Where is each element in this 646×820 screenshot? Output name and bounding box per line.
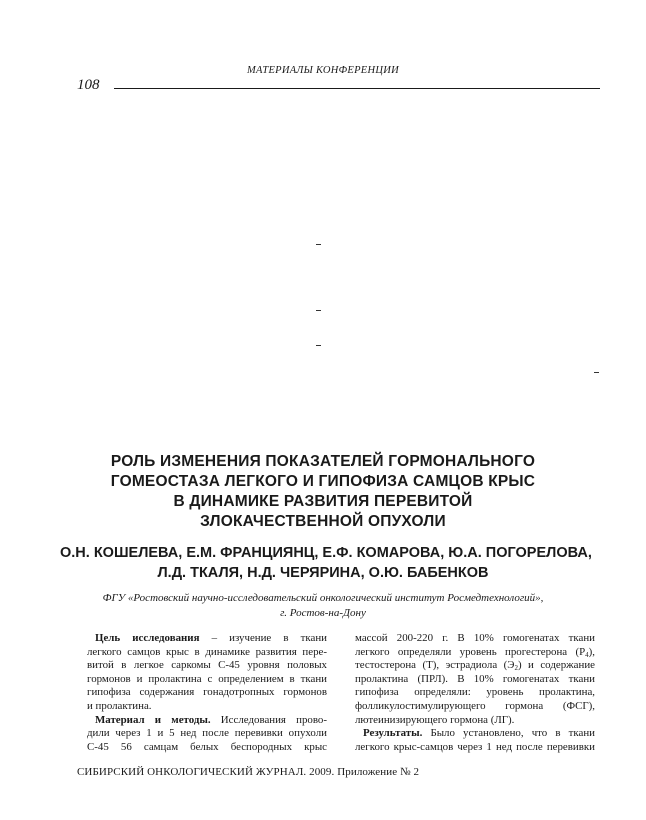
title-line: ГОМЕОСТАЗА ЛЕГКОГО И ГИПОФИЗА САМЦОВ КРЫС: [110, 473, 536, 490]
body-column-right: [355, 632, 595, 754]
text-line: Материал и методы. Исследования прово-: [95, 713, 327, 726]
title-line: ЗЛОКАЧЕСТВЕННОЙ ОПУХОЛИ: [200, 513, 446, 530]
author-line: О.Н. КОШЕЛЕВА, Е.М. ФРАНЦИЯНЦ, Е.Ф. КОМАРОВА, Ю.А. ПОГОРЕЛОВА,: [60, 545, 592, 561]
text-line: легкого самцов крыс в динамике развития пере-: [87, 645, 327, 658]
text-line: легкого определяли уровень прогестерона $(Р_4)$,: [355, 645, 595, 659]
title-line: РОЛЬ ИЗМЕНЕНИЯ ПОКАЗАТЕЛЕЙ ГОРМОНАЛЬНОГО: [110, 453, 536, 470]
stray-dash-mark: [316, 310, 321, 311]
text-line: массой 200-220 г. В 10% гомогенатах ткани: [355, 632, 595, 644]
text-line: фолликулостимулирующего гормона (ФСГ),: [355, 699, 595, 712]
text-line: дили через 1 и 5 нед после перевивки опухоли: [87, 727, 327, 740]
author-line: Л.Д. ТКАЛЯ, Н.Д. ЧЕРЯРИНА, О.Ю. БАБЕНКОВ: [157, 565, 489, 581]
running-head: МАТЕРИАЛЫ КОНФЕРЕНЦИИ: [246, 65, 400, 76]
article-title: [80, 452, 566, 532]
page-number: 108: [77, 77, 100, 93]
text-line: гипофиза определяли: уровень пролактина,: [355, 686, 595, 699]
text-line: лютеинизирующего гормона (ЛГ).: [355, 713, 515, 726]
stray-dash-mark: [316, 244, 321, 245]
text-line: Результаты. Было установлено, что в ткани: [363, 727, 595, 740]
paragraph-methods-cont: [355, 632, 595, 727]
text-line: пролактина (ПРЛ). В 10% гомогенатах ткани: [355, 672, 595, 685]
paragraph-results: [355, 727, 595, 754]
section-lead-methods: Материал и методы.: [95, 713, 211, 726]
affiliation: [60, 591, 586, 621]
section-lead-aim: Цель исследования: [95, 632, 200, 644]
text-line: тестостерона (Т), эстрадиола $(Э_2)$ и содержание: [355, 659, 595, 673]
stray-dash-mark: [316, 345, 321, 346]
paragraph-aim: [87, 632, 327, 714]
text-line: гипофиза содержания гонадотропных гормонов: [87, 686, 327, 699]
affiliation-line: ФГУ «Ростовский научно-исследовательский онкологический институт Росмедтехнологий»,: [102, 592, 544, 604]
text-line: Цель исследования – изучение в ткани: [95, 632, 327, 644]
title-line: В ДИНАМИКЕ РАЗВИТИЯ ПЕРЕВИТОЙ: [173, 493, 473, 510]
author-list: [60, 543, 592, 583]
paragraph-methods: [87, 714, 327, 755]
stray-dash-mark: [594, 372, 599, 373]
body-column-left: [87, 632, 327, 754]
text-line: витой в легкое саркомы С-45 уровня половых: [87, 659, 327, 672]
affiliation-line: г. Ростов-на-Дону: [280, 607, 366, 619]
text-line: гормонов и пролактина с определением в ткани: [87, 672, 327, 685]
journal-footer: СИБИРСКИЙ ОНКОЛОГИЧЕСКИЙ ЖУРНАЛ. 2009. Приложение № 2: [77, 766, 420, 778]
text-line: С-45 56 самцам белых беспородных крыс: [87, 740, 327, 753]
text-line: легкого крыс-самцов через 1 нед после перевивки: [355, 740, 595, 753]
text-line: и пролактина.: [87, 699, 152, 712]
section-lead-results: Результаты.: [363, 727, 423, 740]
header-rule: [114, 88, 600, 89]
